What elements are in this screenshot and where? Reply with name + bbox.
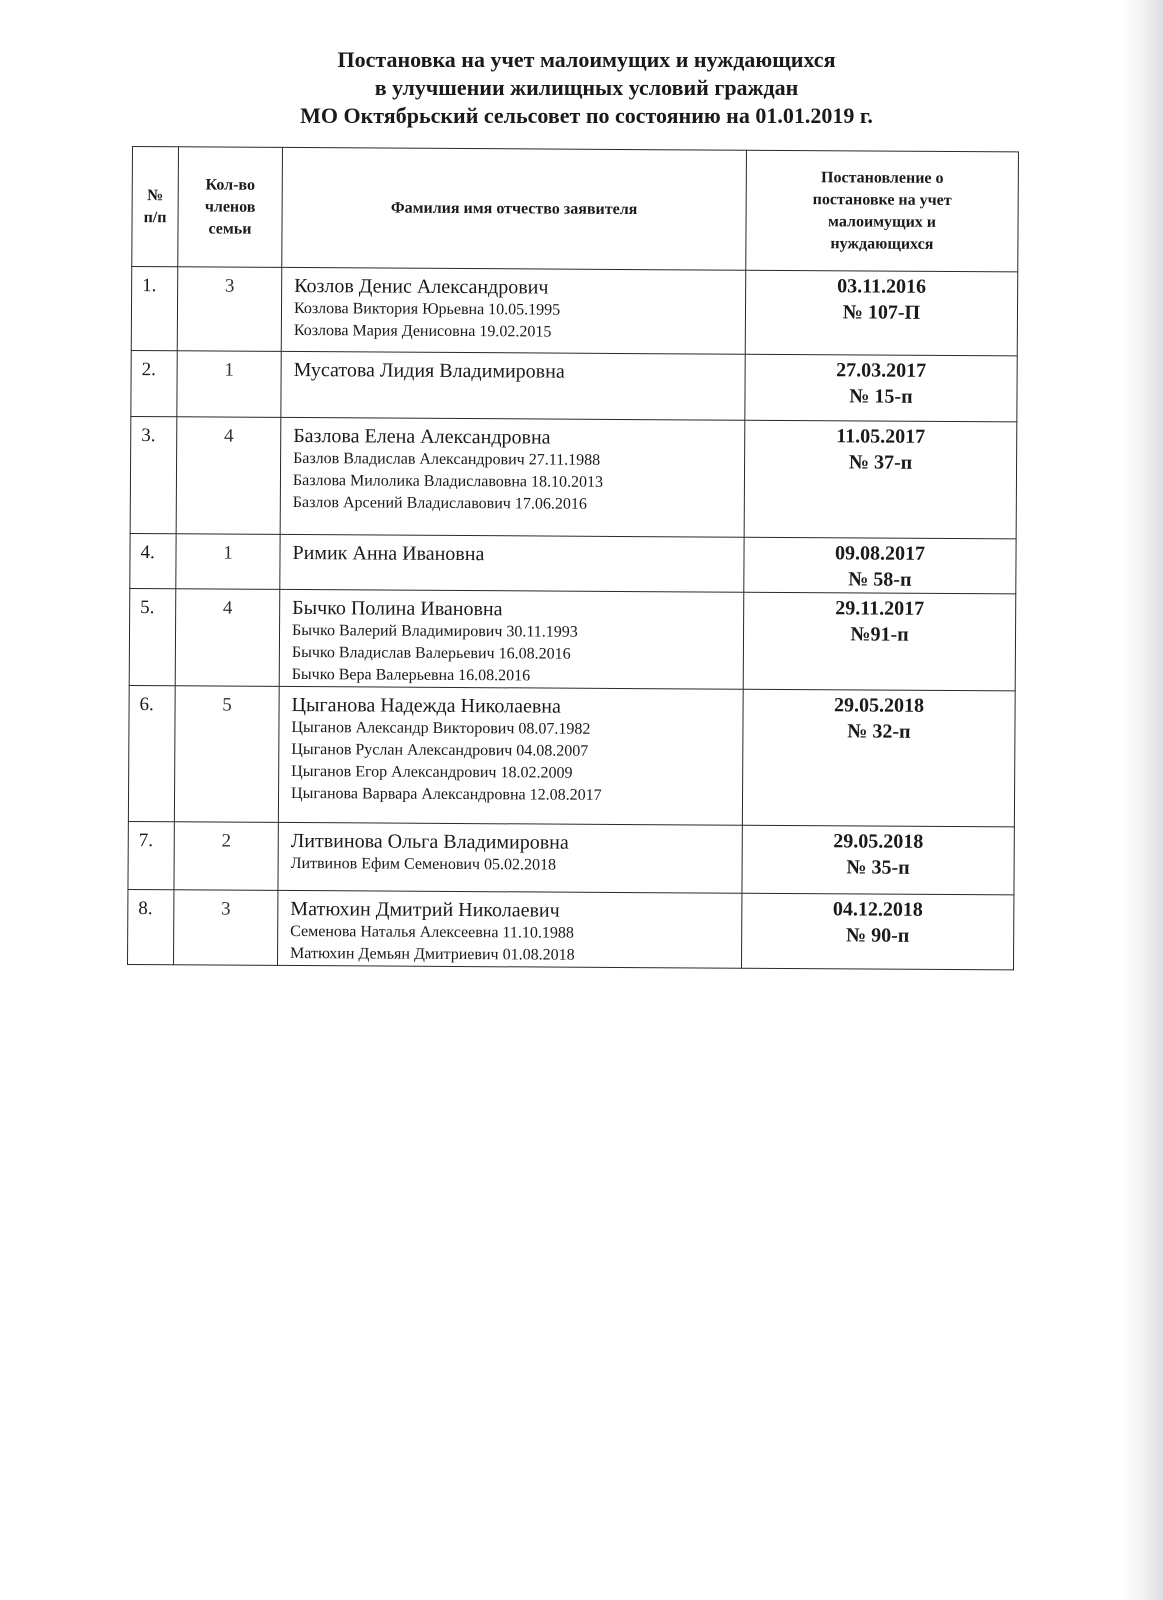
- family-member: Бычко Вера Валерьевна 16.08.2016: [291, 665, 531, 685]
- header-members-line: Кол-во: [205, 175, 256, 194]
- table-row: [131, 350, 1017, 421]
- row-number: 5.: [129, 588, 176, 685]
- decree-cell: [742, 689, 1015, 827]
- table-row: [128, 685, 1015, 826]
- header-decree-line: малоимущих и: [828, 212, 937, 231]
- header-name: Фамилия имя отчество заявителя: [282, 147, 747, 270]
- header-decree-line: нуждающихся: [830, 234, 934, 253]
- family-member: Козлова Мария Денисовна 19.02.2015: [293, 321, 552, 341]
- decree-date: 04.12.2018: [832, 898, 923, 921]
- family-members-count: 4: [175, 589, 280, 687]
- family-member: Базлов Арсений Владиславович 17.06.2016: [292, 493, 587, 513]
- applicant-cell: [280, 417, 745, 537]
- decree-date: 29.05.2018: [834, 694, 925, 717]
- title-line: в улучшении жилищных условий граждан: [374, 75, 799, 100]
- family-member: Матюхин Демьян Дмитриевич 01.08.2018: [290, 944, 575, 964]
- decree-cell: [743, 592, 1016, 691]
- family-members-count: 1: [177, 351, 281, 418]
- decree-cell: [744, 537, 1016, 594]
- scan-shadow-edge: [1123, 0, 1163, 1600]
- decree-number: № 35-п: [846, 856, 910, 879]
- family-members-count: 1: [176, 534, 280, 590]
- applicant-name: Литвинова Ольга Владимировна: [290, 829, 569, 854]
- table-header-row: [132, 147, 1019, 272]
- family-member: Бычко Владислав Валерьевич 16.08.2016: [291, 643, 571, 663]
- applicant-cell: [278, 822, 742, 893]
- document-title: [0, 46, 1163, 130]
- family-members-count: 3: [177, 267, 282, 352]
- decree-date: 03.11.2016: [837, 275, 927, 298]
- family-members-count: 4: [176, 417, 281, 535]
- applicant-name: Мусатова Лидия Владимировна: [293, 358, 565, 383]
- decree-number: № 15-п: [849, 385, 913, 408]
- decree-date: 11.05.2017: [836, 425, 926, 448]
- table-header: [132, 147, 1019, 272]
- row-number: 1.: [131, 267, 178, 351]
- decree-number: № 58-п: [848, 568, 912, 591]
- header-members-line: членов: [204, 197, 256, 216]
- applicant-cell: [279, 589, 744, 689]
- row-number: 4.: [130, 533, 176, 588]
- header-decree: [746, 150, 1019, 272]
- decree-cell: [742, 825, 1014, 895]
- decree-cell: [744, 420, 1017, 539]
- applicant-cell: [281, 351, 745, 420]
- title-line: Постановка на учет малоимущих и нуждающихся: [337, 47, 836, 72]
- family-member: Бычко Валерий Владимирович 30.11.1993: [291, 621, 578, 641]
- table-body: [128, 267, 1018, 970]
- table-row: [131, 267, 1017, 356]
- applicant-name: Матюхин Дмитрий Николаевич: [290, 897, 560, 922]
- decree-cell: [741, 893, 1013, 970]
- applicant-name: Бычко Полина Ивановна: [292, 596, 503, 621]
- row-number: 2.: [131, 350, 177, 416]
- family-members-count: 5: [174, 686, 279, 823]
- family-member: Семенова Наталья Алексеевна 11.10.1988: [290, 922, 574, 942]
- header-num-line: №: [147, 186, 164, 204]
- decree-number: № 37-п: [848, 451, 913, 474]
- header-num-line: п/п: [143, 208, 167, 226]
- decree-number: № 32-п: [847, 720, 911, 743]
- decree-date: 09.08.2017: [834, 542, 926, 565]
- decree-date: 27.03.2017: [836, 359, 927, 382]
- family-member: Базлов Владислав Александрович 27.11.1988: [293, 449, 601, 469]
- decree-cell: [745, 270, 1018, 356]
- decree-number: №91-п: [850, 623, 909, 646]
- family-member: Цыганов Руслан Александрович 04.08.2007: [291, 740, 589, 760]
- row-number: 8.: [128, 889, 174, 964]
- family-members-count: 2: [174, 822, 278, 891]
- decree-cell: [745, 354, 1017, 422]
- family-member: Цыганов Александр Викторович 08.07.1982: [291, 718, 591, 738]
- family-member: Цыганова Варвара Александровна 12.08.2017: [290, 784, 602, 804]
- applicant-cell: [281, 267, 746, 354]
- family-member: Литвинов Ефим Семенович 05.02.2018: [290, 854, 557, 874]
- header-members: [178, 147, 283, 268]
- family-member: Цыганов Егор Александрович 18.02.2009: [291, 762, 573, 782]
- table-row: [128, 821, 1014, 894]
- decree-date: 29.05.2018: [833, 830, 924, 853]
- table-row: [128, 889, 1014, 969]
- applicant-name: Козлов Денис Александрович: [294, 274, 549, 299]
- row-number: 6.: [128, 685, 175, 821]
- header-members-line: семьи: [208, 219, 252, 238]
- decree-number: № 90-п: [845, 924, 910, 947]
- decree-number: № 107-П: [842, 301, 921, 324]
- family-member: Базлова Милолика Владиславовна 18.10.2013: [292, 471, 604, 491]
- register-table: [127, 146, 1019, 970]
- row-number: 7.: [128, 821, 174, 889]
- applicant-cell: [277, 890, 741, 968]
- applicant-cell: [278, 686, 743, 825]
- applicant-name: Базлова Елена Александровна: [293, 424, 551, 449]
- decree-date: 29.11.2017: [835, 597, 925, 620]
- row-number: 3.: [130, 416, 177, 533]
- title-line: МО Октябрьский сельсовет по состоянию на 01.01.2019 г.: [300, 103, 873, 128]
- family-member: Козлова Виктория Юрьевна 10.05.1995: [293, 299, 561, 319]
- applicant-name: Римик Анна Ивановна: [292, 541, 485, 566]
- table-row: [129, 588, 1016, 690]
- header-num: [132, 147, 179, 267]
- table-row: [130, 533, 1016, 593]
- header-decree-line: постановке на учет: [812, 190, 952, 209]
- table-row: [130, 416, 1017, 538]
- applicant-name: Цыганова Надежда Николаевна: [291, 693, 561, 718]
- header-decree-line: Постановление о: [821, 168, 944, 187]
- applicant-cell: [280, 534, 744, 592]
- family-members-count: 3: [173, 890, 277, 966]
